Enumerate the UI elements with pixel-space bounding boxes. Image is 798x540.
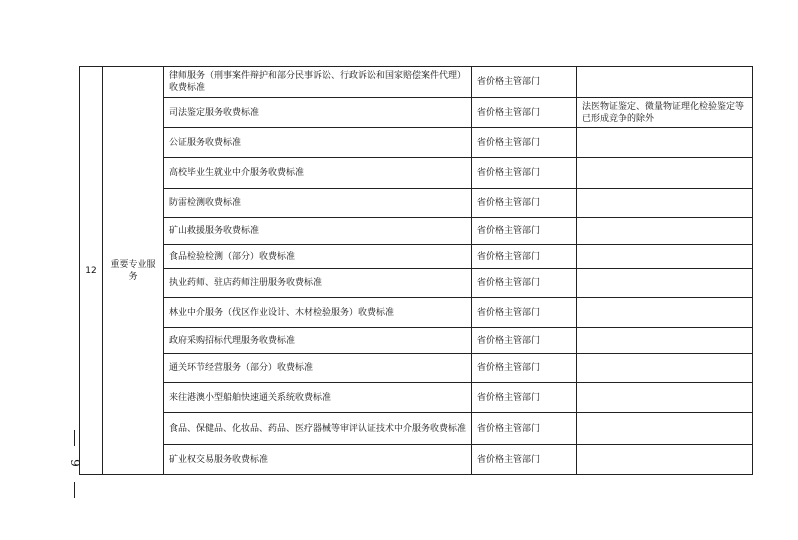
fee-item: 矿山救援服务收费标准: [164, 218, 472, 245]
authority: 省价格主管部门: [472, 128, 577, 158]
authority: 省价格主管部门: [472, 413, 577, 445]
remark: [577, 189, 753, 218]
remark: 法医物证鉴定、微量物证理化检验鉴定等已形成竞争的除外: [577, 98, 753, 128]
fee-item: 律师服务（刑事案件辩护和部分民事诉讼、行政诉讼和国家赔偿案件代理）收费标准: [164, 67, 472, 98]
remark: [577, 328, 753, 354]
authority: 省价格主管部门: [472, 269, 577, 298]
authority: 省价格主管部门: [472, 158, 577, 189]
fee-item: 来往港澳小型船舶快速通关系统收费标准: [164, 383, 472, 413]
table-row: [80, 245, 753, 269]
table-row: [80, 128, 753, 158]
remark: [577, 245, 753, 269]
fee-item: 林业中介服务（伐区作业设计、木材检验服务）收费标准: [164, 298, 472, 328]
fee-item: 防雷检测收费标准: [164, 189, 472, 218]
authority: 省价格主管部门: [472, 245, 577, 269]
remark: [577, 158, 753, 189]
remark: [577, 67, 753, 98]
fee-item: 高校毕业生就业中介服务收费标准: [164, 158, 472, 189]
table-row: [80, 269, 753, 298]
fee-item: 食品检验检测（部分）收费标准: [164, 245, 472, 269]
remark: [577, 128, 753, 158]
fee-item: 政府采购招标代理服务收费标准: [164, 328, 472, 354]
table-row: [80, 354, 753, 383]
remark: [577, 354, 753, 383]
fee-item: 通关环节经营服务（部分）收费标准: [164, 354, 472, 383]
authority: 省价格主管部门: [472, 445, 577, 475]
authority: 省价格主管部门: [472, 67, 577, 98]
page-number: 9: [68, 459, 82, 467]
authority: 省价格主管部门: [472, 383, 577, 413]
page-number-marker: [66, 430, 84, 502]
table-row: [80, 67, 753, 98]
page-number-dash: [74, 482, 75, 498]
authority: 省价格主管部门: [472, 218, 577, 245]
table-row: [80, 218, 753, 245]
table-row: [80, 383, 753, 413]
fee-item: 公证服务收费标准: [164, 128, 472, 158]
table-row: [80, 445, 753, 475]
table-row: [80, 413, 753, 445]
fee-item: 执业药师、驻店药师注册服务收费标准: [164, 269, 472, 298]
authority: 省价格主管部门: [472, 98, 577, 128]
table-row: [80, 98, 753, 128]
remark: [577, 413, 753, 445]
remark: [577, 269, 753, 298]
authority: 省价格主管部门: [472, 189, 577, 218]
fee-standards-table: [79, 66, 753, 475]
fee-item: 司法鉴定服务收费标准: [164, 98, 472, 128]
table-row: [80, 189, 753, 218]
authority: 省价格主管部门: [472, 354, 577, 383]
fee-item: 食品、保健品、化妆品、药品、医疗器械等审评认证技术中介服务收费标准: [164, 413, 472, 445]
page-number-dash: [74, 430, 75, 446]
group-index: 12: [80, 67, 103, 475]
authority: 省价格主管部门: [472, 328, 577, 354]
table-row: [80, 158, 753, 189]
group-category: 重要专业服务: [103, 67, 164, 475]
fee-item: 矿业权交易服务收费标准: [164, 445, 472, 475]
authority: 省价格主管部门: [472, 298, 577, 328]
table-row: [80, 298, 753, 328]
table-row: [80, 328, 753, 354]
remark: [577, 218, 753, 245]
remark: [577, 445, 753, 475]
remark: [577, 383, 753, 413]
remark: [577, 298, 753, 328]
